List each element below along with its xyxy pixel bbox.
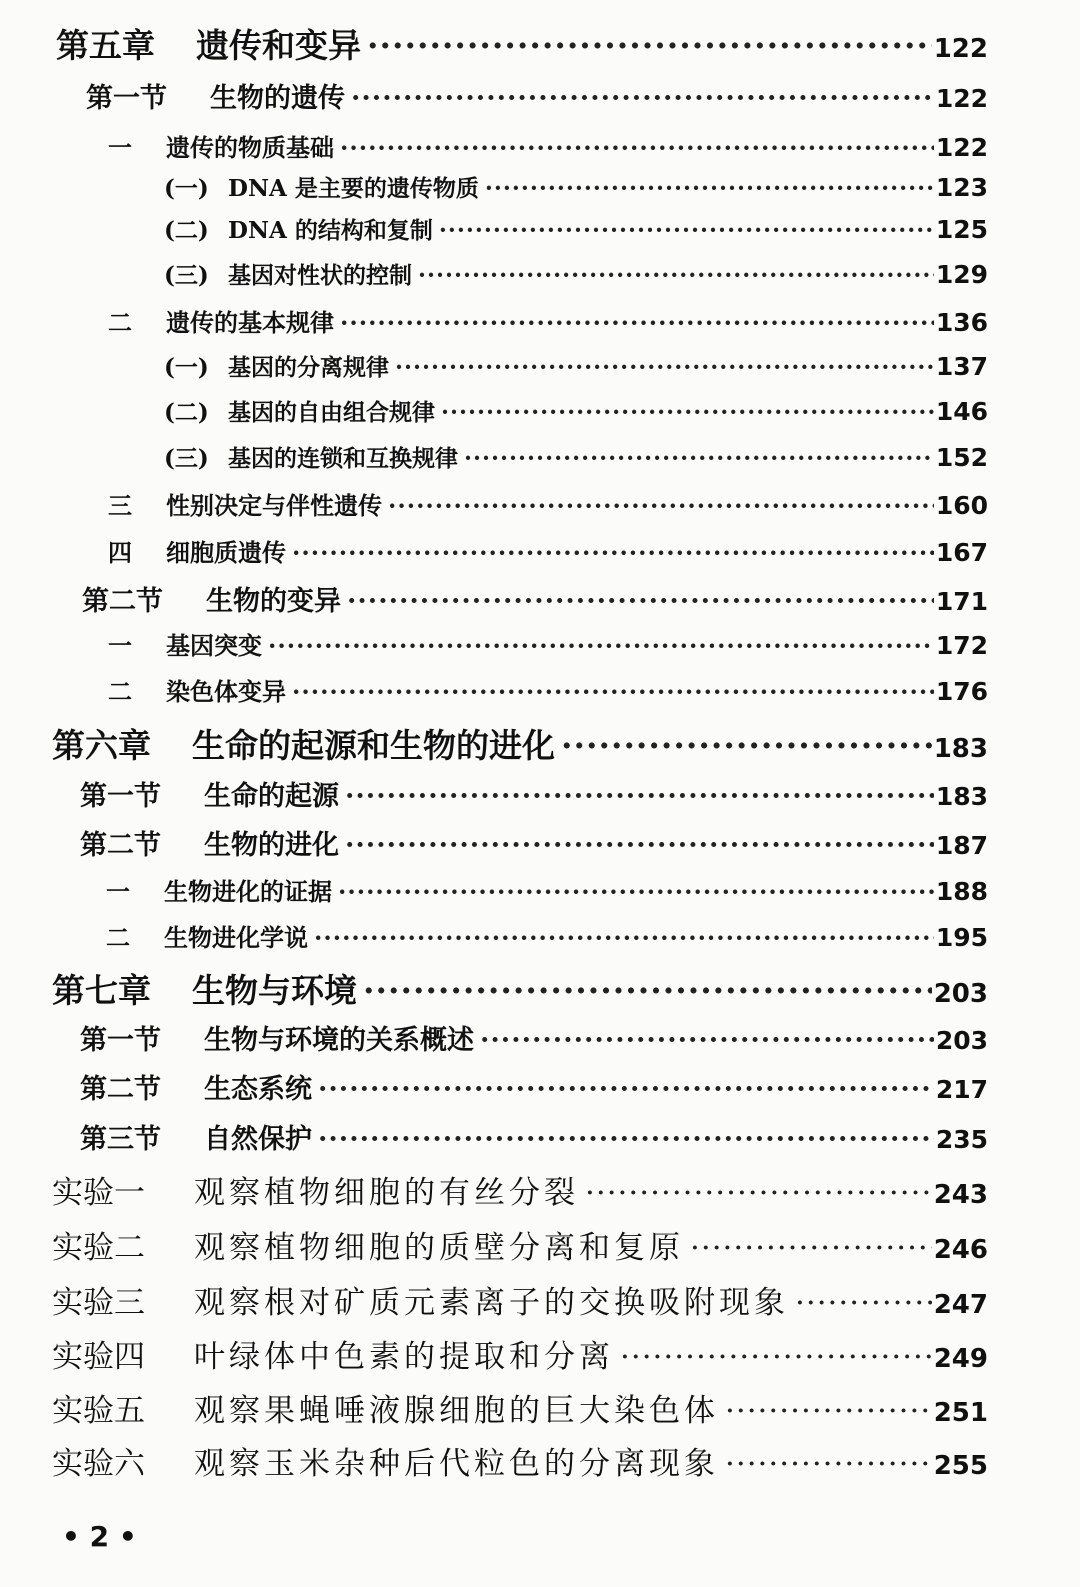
entry-page: 243	[933, 1180, 988, 1210]
entry-number: 第六章	[52, 726, 151, 765]
entry-number: 第一节	[80, 781, 161, 812]
entry-title: 生物的遗传	[210, 83, 345, 114]
toc-entry	[164, 349, 988, 382]
leader-dots	[725, 1393, 932, 1429]
entry-title: DNA 是主要的遗传物质	[228, 175, 479, 202]
entry-number: 一	[108, 631, 132, 660]
toc-entry	[52, 1331, 988, 1376]
entry-page: 246	[933, 1235, 988, 1265]
entry-title: 观察玉米杂种后代粒色的分离现象	[194, 1446, 719, 1482]
toc-entry	[56, 20, 988, 67]
toc-entry	[80, 823, 988, 862]
entry-page: 255	[933, 1451, 988, 1481]
entry-number: (二)	[164, 217, 209, 244]
leader-dots	[314, 923, 934, 952]
entry-page: 152	[935, 443, 988, 472]
toc-entry	[164, 440, 988, 473]
leader-dots	[268, 631, 934, 660]
toc-entry	[164, 394, 988, 427]
toc-entry	[164, 212, 988, 245]
entry-title: 生物的进化	[204, 830, 339, 861]
entry-page: 195	[935, 923, 988, 952]
toc-entry	[106, 918, 988, 953]
leader-dots	[585, 1175, 932, 1211]
entry-number: 一	[106, 877, 130, 906]
leader-dots	[351, 83, 934, 114]
leader-dots	[439, 217, 934, 244]
entry-page: 172	[935, 631, 988, 660]
entry-title: 染色体变异	[166, 677, 286, 706]
entry-number: 实验三	[52, 1285, 145, 1321]
leader-dots	[795, 1285, 932, 1321]
entry-title: 生物的变异	[206, 586, 341, 617]
leader-dots	[561, 726, 932, 765]
entry-title: 生命的起源	[204, 781, 339, 812]
entry-title: 基因的分离规律	[228, 354, 389, 381]
entry-title: 遗传和变异	[196, 26, 361, 65]
leader-dots	[347, 586, 934, 617]
entry-title: 细胞质遗传	[166, 538, 286, 567]
toc-entry	[108, 533, 988, 568]
entry-number: 实验六	[52, 1446, 145, 1482]
leader-dots	[485, 175, 934, 202]
leader-dots	[340, 133, 934, 162]
entry-page: 167	[935, 538, 988, 567]
entry-page: 176	[935, 677, 988, 706]
toc-entry	[108, 303, 988, 338]
entry-number: 第二节	[82, 586, 163, 617]
leader-dots	[367, 26, 932, 65]
leader-dots	[690, 1230, 932, 1266]
entry-page: 137	[935, 352, 988, 381]
entry-page: 203	[933, 979, 988, 1009]
entry-number: 第二节	[80, 830, 161, 861]
entry-page: 171	[935, 587, 988, 616]
entry-number: (一)	[164, 354, 209, 381]
toc-entry	[80, 774, 988, 813]
entry-title: DNA 的结构和复制	[228, 217, 433, 244]
entry-title: 基因对性状的控制	[228, 262, 412, 289]
entry-number: 一	[108, 133, 132, 162]
entry-number: (三)	[164, 445, 209, 472]
toc-entry	[52, 1385, 988, 1430]
entry-title: 基因的自由组合规律	[228, 399, 435, 426]
entry-number: 实验五	[52, 1393, 145, 1429]
entry-number: (二)	[164, 399, 209, 426]
entry-page: 122	[933, 34, 988, 64]
toc-entry	[108, 672, 988, 707]
toc-entry	[52, 1167, 988, 1212]
entry-title: 生物进化的证据	[164, 877, 332, 906]
entry-page: 129	[935, 260, 988, 289]
entry-page: 123	[935, 173, 988, 202]
entry-number: (一)	[164, 175, 209, 202]
entry-number: (三)	[164, 262, 209, 289]
leader-dots	[345, 830, 934, 861]
entry-page: 122	[935, 133, 988, 162]
toc-entry	[108, 486, 988, 521]
toc-entry	[86, 76, 988, 115]
toc-entry	[108, 626, 988, 661]
leader-dots	[345, 781, 934, 812]
entry-page: 183	[933, 734, 988, 764]
entry-number: 二	[108, 308, 132, 337]
entry-page: 251	[933, 1398, 988, 1428]
entry-title: 基因突变	[166, 631, 262, 660]
leader-dots	[338, 877, 934, 906]
entry-page: 160	[935, 491, 988, 520]
toc-entry	[52, 1438, 988, 1483]
entry-title: 观察植物细胞的有丝分裂	[194, 1175, 579, 1211]
entry-title: 观察果蝇唾液腺细胞的巨大染色体	[194, 1393, 719, 1429]
entry-number: 第一节	[80, 1025, 161, 1056]
entry-page: 235	[935, 1125, 988, 1154]
entry-title: 观察植物细胞的质壁分离和复原	[194, 1230, 684, 1266]
page-number: • 2 •	[62, 1520, 137, 1553]
toc-entry	[80, 1018, 988, 1057]
leader-dots	[418, 262, 934, 289]
entry-page: 125	[935, 215, 988, 244]
entry-page: 203	[935, 1026, 988, 1055]
entry-page: 122	[935, 84, 988, 113]
entry-page: 217	[935, 1075, 988, 1104]
toc-entry	[108, 128, 988, 163]
toc-entry	[52, 1222, 988, 1267]
leader-dots	[292, 677, 934, 706]
entry-number: 实验一	[52, 1175, 145, 1211]
entry-number: 第五章	[56, 26, 155, 65]
toc-entry	[82, 579, 988, 618]
entry-title: 生物与环境	[192, 971, 357, 1010]
leader-dots	[363, 971, 932, 1010]
leader-dots	[725, 1446, 932, 1482]
entry-title: 生物进化学说	[164, 923, 308, 952]
leader-dots	[441, 399, 934, 426]
entry-title: 观察根对矿质元素离子的交换吸附现象	[194, 1285, 789, 1321]
entry-number: 实验二	[52, 1230, 145, 1266]
entry-page: 249	[933, 1344, 988, 1374]
entry-number: 四	[108, 538, 132, 567]
entry-page: 146	[935, 397, 988, 426]
toc-entry	[52, 720, 988, 767]
entry-number: 第三节	[80, 1124, 161, 1155]
entry-number: 二	[106, 923, 130, 952]
leader-dots	[340, 308, 934, 337]
entry-number: 第二节	[80, 1074, 161, 1105]
entry-title: 生态系统	[204, 1074, 312, 1105]
toc-entry	[164, 257, 988, 290]
entry-title: 遗传的基本规律	[166, 308, 334, 337]
leader-dots	[464, 445, 934, 472]
entry-title: 基因的连锁和互换规律	[228, 445, 458, 472]
toc-entry	[80, 1067, 988, 1106]
entry-number: 第七章	[52, 971, 151, 1010]
entry-title: 遗传的物质基础	[166, 133, 334, 162]
entry-number: 第一节	[86, 83, 167, 114]
leader-dots	[388, 491, 934, 520]
toc-entry	[52, 965, 988, 1012]
entry-title: 性别决定与伴性遗传	[166, 491, 382, 520]
entry-number: 二	[108, 677, 132, 706]
leader-dots	[318, 1074, 934, 1105]
leader-dots	[318, 1124, 934, 1155]
entry-page: 183	[935, 782, 988, 811]
entry-page: 188	[935, 877, 988, 906]
leader-dots	[395, 354, 934, 381]
entry-page: 136	[935, 308, 988, 337]
toc-entry	[164, 170, 988, 203]
entry-page: 187	[935, 831, 988, 860]
entry-number: 实验四	[52, 1339, 145, 1375]
entry-title: 叶绿体中色素的提取和分离	[194, 1339, 614, 1375]
toc-entry	[80, 1117, 988, 1156]
entry-title: 自然保护	[204, 1124, 312, 1155]
toc-entry	[106, 872, 988, 907]
leader-dots	[292, 538, 934, 567]
entry-title: 生物与环境的关系概述	[204, 1025, 474, 1056]
leader-dots	[620, 1339, 932, 1375]
leader-dots	[480, 1025, 934, 1056]
entry-page: 247	[933, 1290, 988, 1320]
toc-entry	[52, 1277, 988, 1322]
entry-number: 三	[108, 491, 132, 520]
entry-title: 生命的起源和生物的进化	[192, 726, 555, 765]
